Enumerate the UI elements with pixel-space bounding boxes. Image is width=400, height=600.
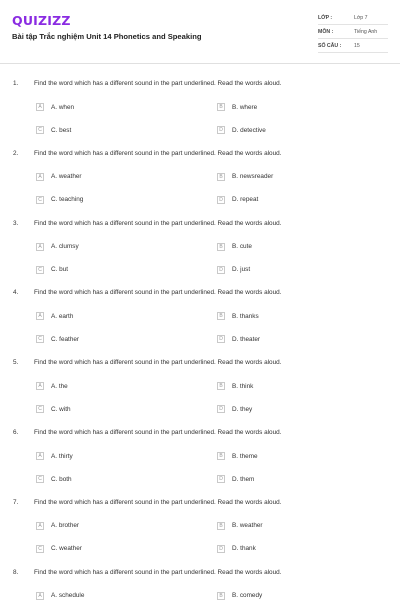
option-letter-box[interactable]: D bbox=[217, 475, 225, 483]
option-label: A. when bbox=[51, 103, 75, 111]
meta-label: MÔN : bbox=[318, 28, 334, 35]
answer-option[interactable] bbox=[217, 545, 256, 553]
meta-label: LỚP : bbox=[318, 14, 333, 21]
option-label: A. the bbox=[51, 382, 68, 390]
question-text: Find the word which has a different sound in the part underlined. Read the words aloud. bbox=[34, 568, 282, 576]
option-label: B. thanks bbox=[232, 312, 259, 320]
meta-row-subject bbox=[318, 25, 388, 39]
answer-option[interactable] bbox=[217, 475, 254, 483]
answer-option[interactable] bbox=[217, 405, 252, 413]
option-label: C. but bbox=[51, 266, 69, 274]
meta-row-class bbox=[318, 11, 388, 25]
option-label: B. weather bbox=[232, 522, 263, 530]
option-label: C. both bbox=[51, 475, 72, 483]
option-label: D. just bbox=[232, 266, 251, 274]
option-label: D. them bbox=[232, 475, 255, 483]
answer-option[interactable] bbox=[217, 592, 262, 600]
option-label: B. cute bbox=[232, 243, 252, 251]
option-letter-box[interactable]: B bbox=[217, 243, 225, 251]
option-label: D. they bbox=[232, 405, 253, 413]
answer-option[interactable] bbox=[36, 126, 71, 134]
worksheet-title: Bài tập Trắc nghiệm Unit 14 Phonetics and Speaking bbox=[12, 32, 202, 41]
option-label: D. repeat bbox=[232, 196, 259, 204]
option-label: C. teaching bbox=[51, 196, 84, 204]
question-text: Find the word which has a different sound in the part underlined. Read the words aloud. bbox=[34, 149, 282, 157]
option-label: A. clumsy bbox=[51, 243, 79, 251]
question-number: 8. bbox=[13, 568, 19, 576]
option-letter-box[interactable]: D bbox=[217, 196, 225, 204]
answer-option[interactable] bbox=[36, 545, 82, 553]
option-letter-box[interactable]: B bbox=[217, 382, 225, 390]
question-number: 5. bbox=[13, 359, 19, 367]
question-text: Find the word which has a different sound in the part underlined. Read the words aloud. bbox=[34, 219, 282, 227]
question-number: 4. bbox=[13, 289, 19, 297]
answer-option[interactable] bbox=[36, 475, 72, 483]
answer-option[interactable] bbox=[36, 592, 84, 600]
quizizz-logo: QUIZIZZ bbox=[12, 13, 71, 28]
option-label: A. brother bbox=[51, 522, 80, 530]
option-label: B. comedy bbox=[232, 592, 263, 600]
option-letter-box[interactable]: D bbox=[217, 126, 225, 134]
option-label: A. thirty bbox=[51, 452, 73, 460]
option-letter-box[interactable]: C bbox=[36, 545, 44, 553]
option-letter-box[interactable]: D bbox=[217, 405, 225, 413]
answer-option[interactable] bbox=[36, 405, 71, 413]
answer-option[interactable] bbox=[36, 522, 79, 530]
option-letter-box[interactable]: C bbox=[36, 475, 44, 483]
option-label: D. detective bbox=[232, 126, 266, 134]
question-text: Find the word which has a different sound in the part underlined. Read the words aloud. bbox=[34, 289, 282, 297]
question-text: Find the word which has a different sound in the part underlined. Read the words aloud. bbox=[34, 80, 282, 87]
question-number: 6. bbox=[13, 429, 19, 436]
question-number: 3. bbox=[13, 219, 19, 227]
answer-option[interactable] bbox=[36, 266, 68, 274]
question-text: Find the word which has a different sound in the part underlined. Read the words aloud. bbox=[34, 429, 282, 436]
meta-value: Tiếng Anh bbox=[354, 28, 378, 35]
option-letter-box[interactable]: C bbox=[36, 405, 44, 413]
answer-option[interactable] bbox=[217, 103, 257, 111]
answer-option[interactable] bbox=[217, 312, 259, 320]
answer-option[interactable] bbox=[217, 266, 250, 274]
option-label: B. newsreader bbox=[232, 173, 274, 181]
answer-option[interactable] bbox=[36, 103, 74, 111]
option-letter-box[interactable]: D bbox=[217, 545, 225, 553]
header-divider bbox=[0, 63, 400, 64]
option-letter-box[interactable]: A bbox=[36, 522, 44, 530]
meta-label: SỐ CÂU : bbox=[318, 42, 342, 49]
answer-option[interactable] bbox=[217, 335, 260, 343]
answer-option[interactable] bbox=[217, 522, 263, 530]
option-letter-box[interactable]: B bbox=[217, 592, 225, 600]
option-letter-box[interactable]: C bbox=[36, 196, 44, 204]
option-label: A. weather bbox=[51, 173, 82, 181]
question-text: Find the word which has a different sound in the part underlined. Read the words aloud. bbox=[34, 359, 282, 367]
option-label: C. weather bbox=[51, 545, 82, 553]
question-number: 7. bbox=[13, 498, 19, 506]
option-letter-box[interactable]: B bbox=[217, 173, 225, 181]
answer-option[interactable] bbox=[217, 196, 258, 204]
option-label: B. think bbox=[232, 382, 254, 390]
question-text: Find the word which has a different sound in the part underlined. Read the words aloud. bbox=[34, 498, 282, 506]
option-letter-box[interactable]: A bbox=[36, 103, 44, 111]
answer-option[interactable] bbox=[36, 382, 68, 390]
question-number: 2. bbox=[13, 149, 19, 157]
option-letter-box[interactable]: C bbox=[36, 335, 44, 343]
option-letter-box[interactable]: A bbox=[36, 452, 44, 460]
option-label: A. schedule bbox=[51, 592, 85, 600]
option-letter-box[interactable]: B bbox=[217, 452, 225, 460]
answer-option[interactable] bbox=[36, 243, 79, 251]
option-label: D. theater bbox=[232, 335, 261, 343]
option-letter-box[interactable]: A bbox=[36, 382, 44, 390]
option-label: C. feather bbox=[51, 335, 80, 343]
option-label: B. where bbox=[232, 103, 258, 111]
answer-option[interactable] bbox=[217, 126, 266, 134]
answer-option[interactable] bbox=[217, 382, 253, 390]
option-letter-box[interactable]: C bbox=[36, 126, 44, 134]
option-letter-box[interactable]: A bbox=[36, 173, 44, 181]
question-number: 1. bbox=[13, 80, 19, 87]
option-letter-box[interactable]: B bbox=[217, 312, 225, 320]
answer-option[interactable] bbox=[217, 452, 258, 460]
option-letter-box[interactable]: D bbox=[217, 266, 225, 274]
meta-value: Lớp 7 bbox=[354, 14, 368, 21]
meta-row-count bbox=[318, 39, 388, 53]
answer-option[interactable] bbox=[36, 312, 73, 320]
option-letter-box[interactable]: B bbox=[217, 522, 225, 530]
option-letter-box[interactable]: A bbox=[36, 312, 44, 320]
option-label: C. with bbox=[51, 405, 71, 413]
answer-option[interactable] bbox=[36, 173, 82, 181]
meta-value: 15 bbox=[354, 42, 360, 49]
option-label: B. theme bbox=[232, 452, 258, 460]
answer-option[interactable] bbox=[217, 173, 273, 181]
option-letter-box[interactable]: A bbox=[36, 592, 44, 600]
answer-option[interactable] bbox=[36, 452, 73, 460]
option-letter-box[interactable]: B bbox=[217, 103, 225, 111]
option-letter-box[interactable]: C bbox=[36, 266, 44, 274]
answer-option[interactable] bbox=[217, 243, 252, 251]
option-label: D. thank bbox=[232, 545, 256, 553]
option-label: C. best bbox=[51, 126, 72, 134]
option-letter-box[interactable]: A bbox=[36, 243, 44, 251]
worksheet-meta bbox=[318, 11, 388, 53]
answer-option[interactable] bbox=[36, 335, 79, 343]
option-label: A. earth bbox=[51, 312, 74, 320]
answer-option[interactable] bbox=[36, 196, 83, 204]
option-letter-box[interactable]: D bbox=[217, 335, 225, 343]
